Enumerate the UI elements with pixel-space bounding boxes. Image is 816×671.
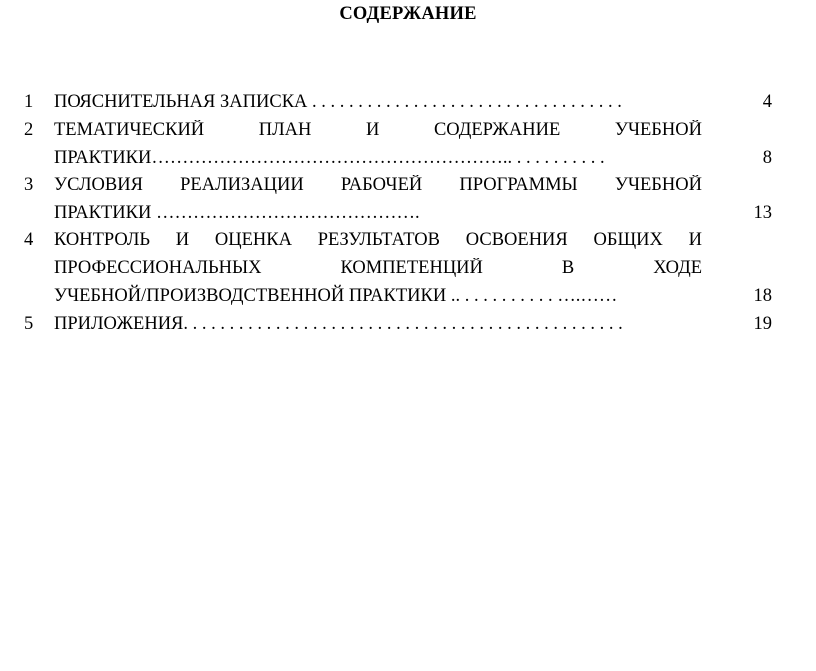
toc-entry-number: 1 <box>24 92 34 112</box>
toc-entry-title: УСЛОВИЯ РЕАЛИЗАЦИИ РАБОЧЕЙ ПРОГРАММЫ УЧЕБНОЙ <box>54 175 702 195</box>
toc-entry-title: КОНТРОЛЬ И ОЦЕНКА РЕЗУЛЬТАТОВ ОСВОЕНИЯ ОБЩИХ И <box>54 230 702 250</box>
toc-entry-page: 13 <box>753 203 772 223</box>
toc-entry-page: 8 <box>762 148 772 168</box>
toc-entry-title: ПРИЛОЖЕНИЯ. . . . . . . . . . . . . . . . . . . . . . . . . . . . . . . . . . . . . . . . . . . . . . . . <box>54 314 623 334</box>
toc-entry-number: 2 <box>24 120 34 140</box>
toc-entry-title-continued: ПРОФЕССИОНАЛЬНЫХ КОМПЕТЕНЦИЙ В ХОДЕ <box>54 258 702 278</box>
toc-entry-page: 4 <box>762 92 772 112</box>
toc-entry-page: 18 <box>753 286 772 306</box>
document-title: СОДЕРЖАНИЕ <box>339 4 477 24</box>
toc-entry-number: 5 <box>24 314 34 334</box>
toc-entry-title-continued: УЧЕБНОЙ/ПРОИЗВОДСТВЕННОЙ ПРАКТИКИ .. . . . . . . . . . . ….…… <box>54 286 618 306</box>
toc-entry-title: ПОЯСНИТЕЛЬНАЯ ЗАПИСКА . . . . . . . . . . . . . . . . . . . . . . . . . . . . . . . . . . <box>54 92 622 112</box>
toc-entry-number: 3 <box>24 175 34 195</box>
toc-entry-number: 4 <box>24 230 34 250</box>
toc-entry-title-continued: ПРАКТИКИ………………………………………………….. . . . . . . . . . . <box>54 148 605 168</box>
toc-entry-title: ТЕМАТИЧЕСКИЙ ПЛАН И СОДЕРЖАНИЕ УЧЕБНОЙ <box>54 120 702 140</box>
toc-entry-title-continued: ПРАКТИКИ ……………………………………. <box>54 203 420 223</box>
toc-entry-page: 19 <box>753 314 772 334</box>
